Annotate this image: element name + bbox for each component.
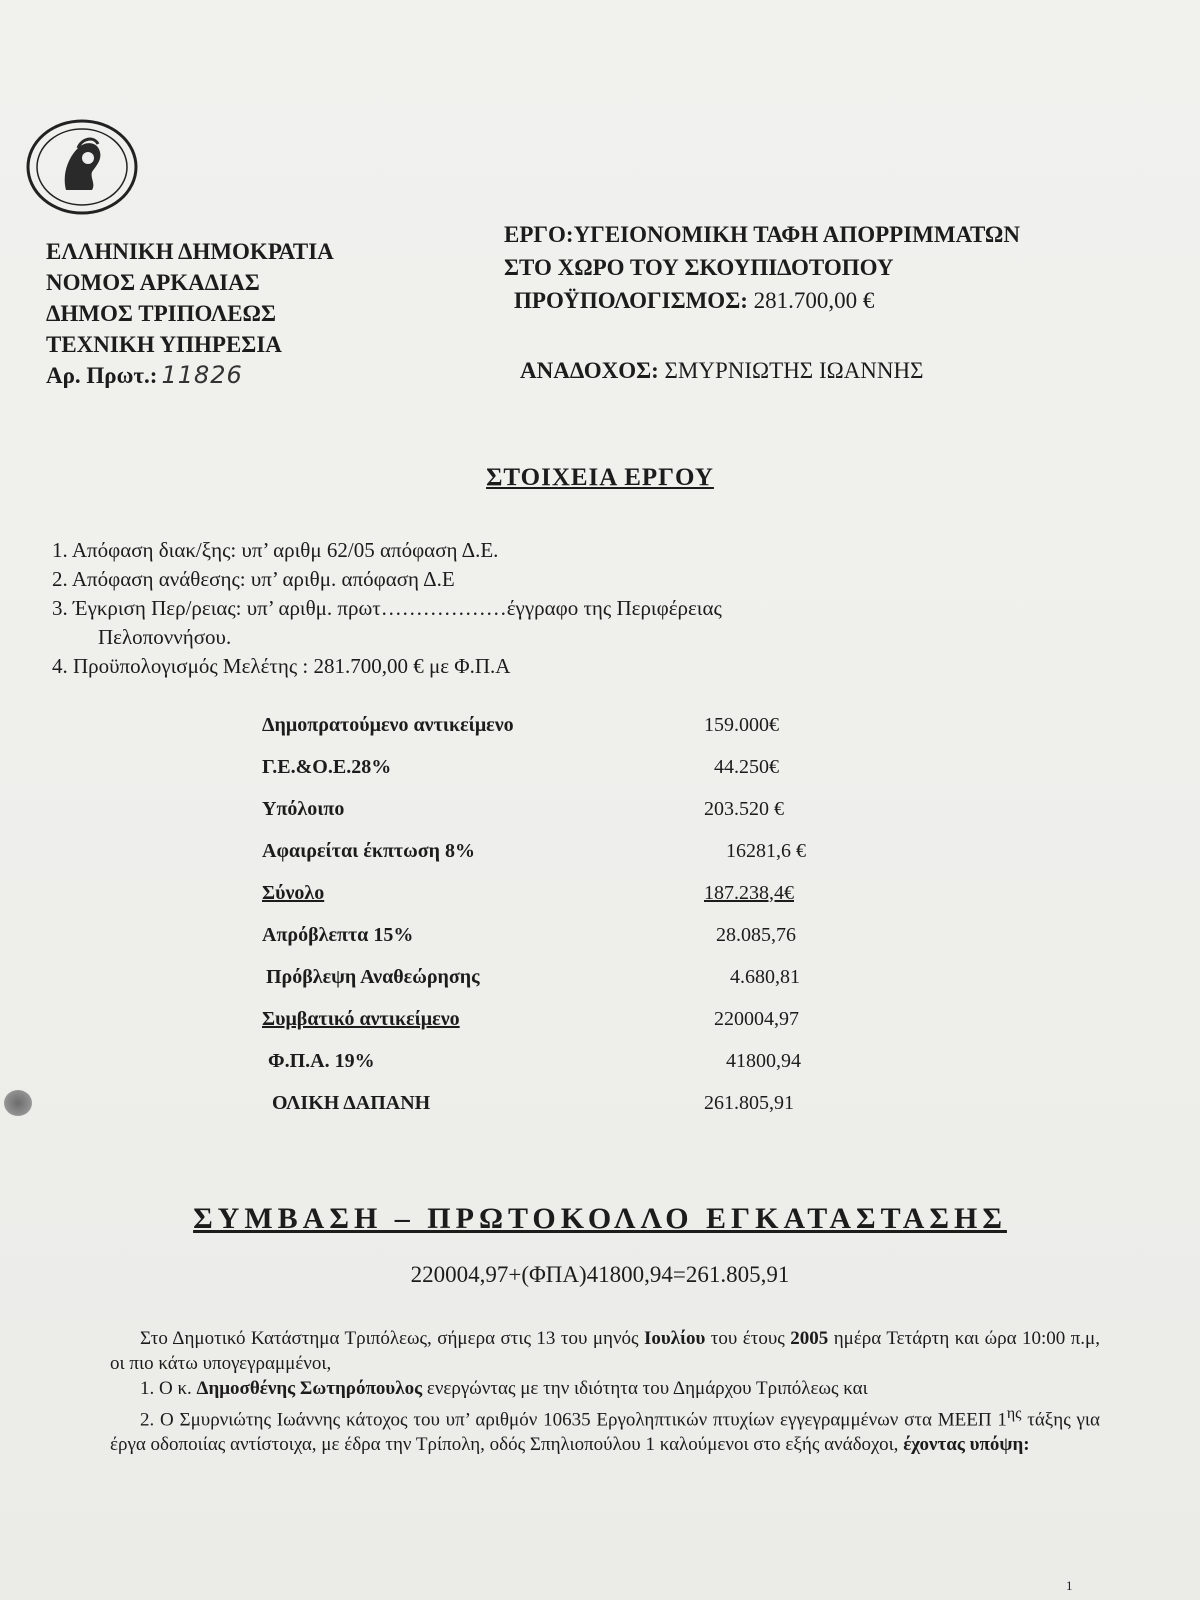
budget-label: ΠΡΟΫΠΟΛΟΓΙΣΜΟΣ: (514, 288, 748, 313)
budget-value: 281.700,00 € (753, 288, 875, 313)
table-row (262, 1040, 862, 1082)
page-number: 1 (1066, 1578, 1073, 1593)
body-text-segment: του έτους (705, 1328, 791, 1349)
table-row (262, 830, 862, 872)
row-value: 28.085,76 (716, 923, 796, 946)
body-paragraph-1 (110, 1326, 1100, 1376)
body-text-segment: 1. Ο κ. (140, 1378, 197, 1399)
authority-line-1: ΕΛΛΗΝΙΚΗ ΔΗΜΟΚΡΑΤΙΑ (46, 239, 334, 264)
contract-body (110, 1326, 1100, 1457)
row-label: Γ.Ε.&Ο.Ε.28% (262, 755, 392, 778)
section-title: ΣΤΟΙΧΕΙΑ ΕΡΓΟΥ (486, 464, 714, 491)
table-row (262, 914, 862, 956)
superscript: ης (1006, 1405, 1022, 1422)
table-row (262, 746, 862, 788)
row-label: Δημοπρατούμενο αντικείμενο (262, 713, 514, 736)
list-item-continuation: Πελοποννήσου. (98, 625, 232, 649)
project-details-list (52, 536, 1132, 681)
body-text-segment: ενεργώντας με την ιδιότητα του Δημάρχου Τριπόλεως και (422, 1378, 868, 1399)
issuing-authority (46, 236, 334, 391)
row-label: Πρόβλεψη Αναθεώρησης (266, 965, 480, 988)
project-title-line-2: ΣΤΟ ΧΩΡΟ ΤΟΥ ΣΚΟΥΠΙΔΟΤΟΠΟΥ (504, 255, 894, 280)
authority-line-2: ΝΟΜΟΣ ΑΡΚΑΔΙΑΣ (46, 270, 260, 295)
list-item: 3. Έγκριση Περ/ρειας: υπ’ αριθμ. πρωτ………………έγγραφο της Περιφέρειας (52, 596, 722, 620)
table-row (262, 1082, 862, 1124)
table-row (262, 704, 862, 746)
body-text-segment: τάξης για έργα οδοποιίας αντίστοιχα, με έδρα την Τρίπολη, οδός Σπηλιοπούλου 1 καλούμενοι στο εξής ανάδοχοι, (110, 1409, 1100, 1456)
authority-line-3: ΔΗΜΟΣ ΤΡΙΠΟΛΕΩΣ (46, 301, 276, 326)
protocol-line (46, 360, 334, 391)
contractor-label: ΑΝΑΔΟΧΟΣ: (520, 358, 659, 383)
row-value: 44.250€ (714, 755, 779, 778)
row-value: 220004,97 (714, 1007, 799, 1030)
contract-title: ΣΥΜΒΑΣΗ – ΠΡΩΤΟΚΟΛΛΟ ΕΓΚΑΤΑΣΤΑΣΗΣ (193, 1202, 1007, 1235)
row-label: Αφαιρείται έκπτωση 8% (262, 839, 475, 862)
row-label: ΟΛΙΚΗ ΔΑΠΑΝΗ (272, 1091, 431, 1114)
row-value: 159.000€ (704, 713, 779, 736)
total-formula: 220004,97+(ΦΠΑ)41800,94=261.805,91 (410, 1262, 790, 1287)
contractor-line (520, 358, 924, 384)
protocol-label: Αρ. Πρωτ.: (46, 363, 158, 388)
list-item: 2. Απόφαση ανάθεσης: υπ’ αριθμ. απόφαση Δ.Ε (52, 567, 455, 591)
body-paragraph-3 (110, 1401, 1100, 1457)
project-title-line-1: ΕΡΓΟ:ΥΓΕΙΟΝΟΜΙΚΗ ΤΑΦΗ ΑΠΟΡΡΙΜΜΑΤΩΝ (504, 222, 1020, 247)
row-label: Φ.Π.Α. 19% (268, 1049, 375, 1072)
body-text-segment: 2. Ο Σμυρνιώτης Ιωάννης κάτοχος του υπ’ αριθμόν 10635 Εργοληπτικών πτυχίων εγγεγραμμένων στα ΜΕΕΠ 1 (140, 1409, 1007, 1431)
table-row (262, 998, 862, 1040)
punch-hole (4, 1090, 32, 1116)
protocol-number: 11826 (161, 361, 243, 389)
row-value: 4.680,81 (730, 965, 800, 988)
body-year: 2005 (790, 1328, 829, 1349)
table-row (262, 872, 862, 914)
contractor-value: ΣΜΥΡΝΙΩΤΗΣ ΙΩΑΝΝΗΣ (664, 358, 924, 383)
table-row (262, 788, 862, 830)
authority-line-4: ΤΕΧΝΙΚΗ ΥΠΗΡΕΣΙΑ (46, 332, 282, 357)
body-paragraph-2 (110, 1376, 1100, 1401)
body-month: Ιουλίου (644, 1328, 706, 1349)
table-row (262, 956, 862, 998)
list-item: 1. Απόφαση διακ/ξης: υπ’ αριθμ 62/05 απόφαση Δ.Ε. (52, 538, 499, 562)
row-label: Σύνολο (262, 881, 325, 904)
budget-line (504, 284, 1020, 317)
body-text-segment: Στο Δημοτικό Κατάστημα Τριπόλεως, σήμερα στις 13 του μηνός (140, 1328, 645, 1349)
row-value: 203.520 € (704, 797, 784, 820)
row-value: 261.805,91 (704, 1091, 794, 1114)
row-label: Απρόβλεπτα 15% (262, 923, 414, 946)
municipal-seal-icon (26, 118, 142, 216)
row-label: Συμβατικό αντικείμενο (262, 1007, 460, 1030)
row-value: 16281,6 € (726, 839, 806, 862)
body-text-bold: έχοντας υπόψη: (903, 1434, 1030, 1456)
financial-breakdown-table (262, 704, 862, 1124)
project-info (504, 218, 1020, 317)
row-value: 187.238,4€ (704, 881, 794, 904)
list-item: 4. Προϋπολογισμός Μελέτης : 281.700,00 € με Φ.Π.Α (52, 654, 511, 678)
body-text-segment: ημέρα Τετάρτη και ώρα 10:00 π.μ, οι πιο κάτω υπογεγραμμένοι, (110, 1328, 1100, 1374)
mayor-name: Δημοσθένης Σωτηρόπουλος (196, 1378, 423, 1399)
row-value: 41800,94 (726, 1049, 801, 1072)
row-label: Υπόλοιπο (262, 797, 345, 820)
